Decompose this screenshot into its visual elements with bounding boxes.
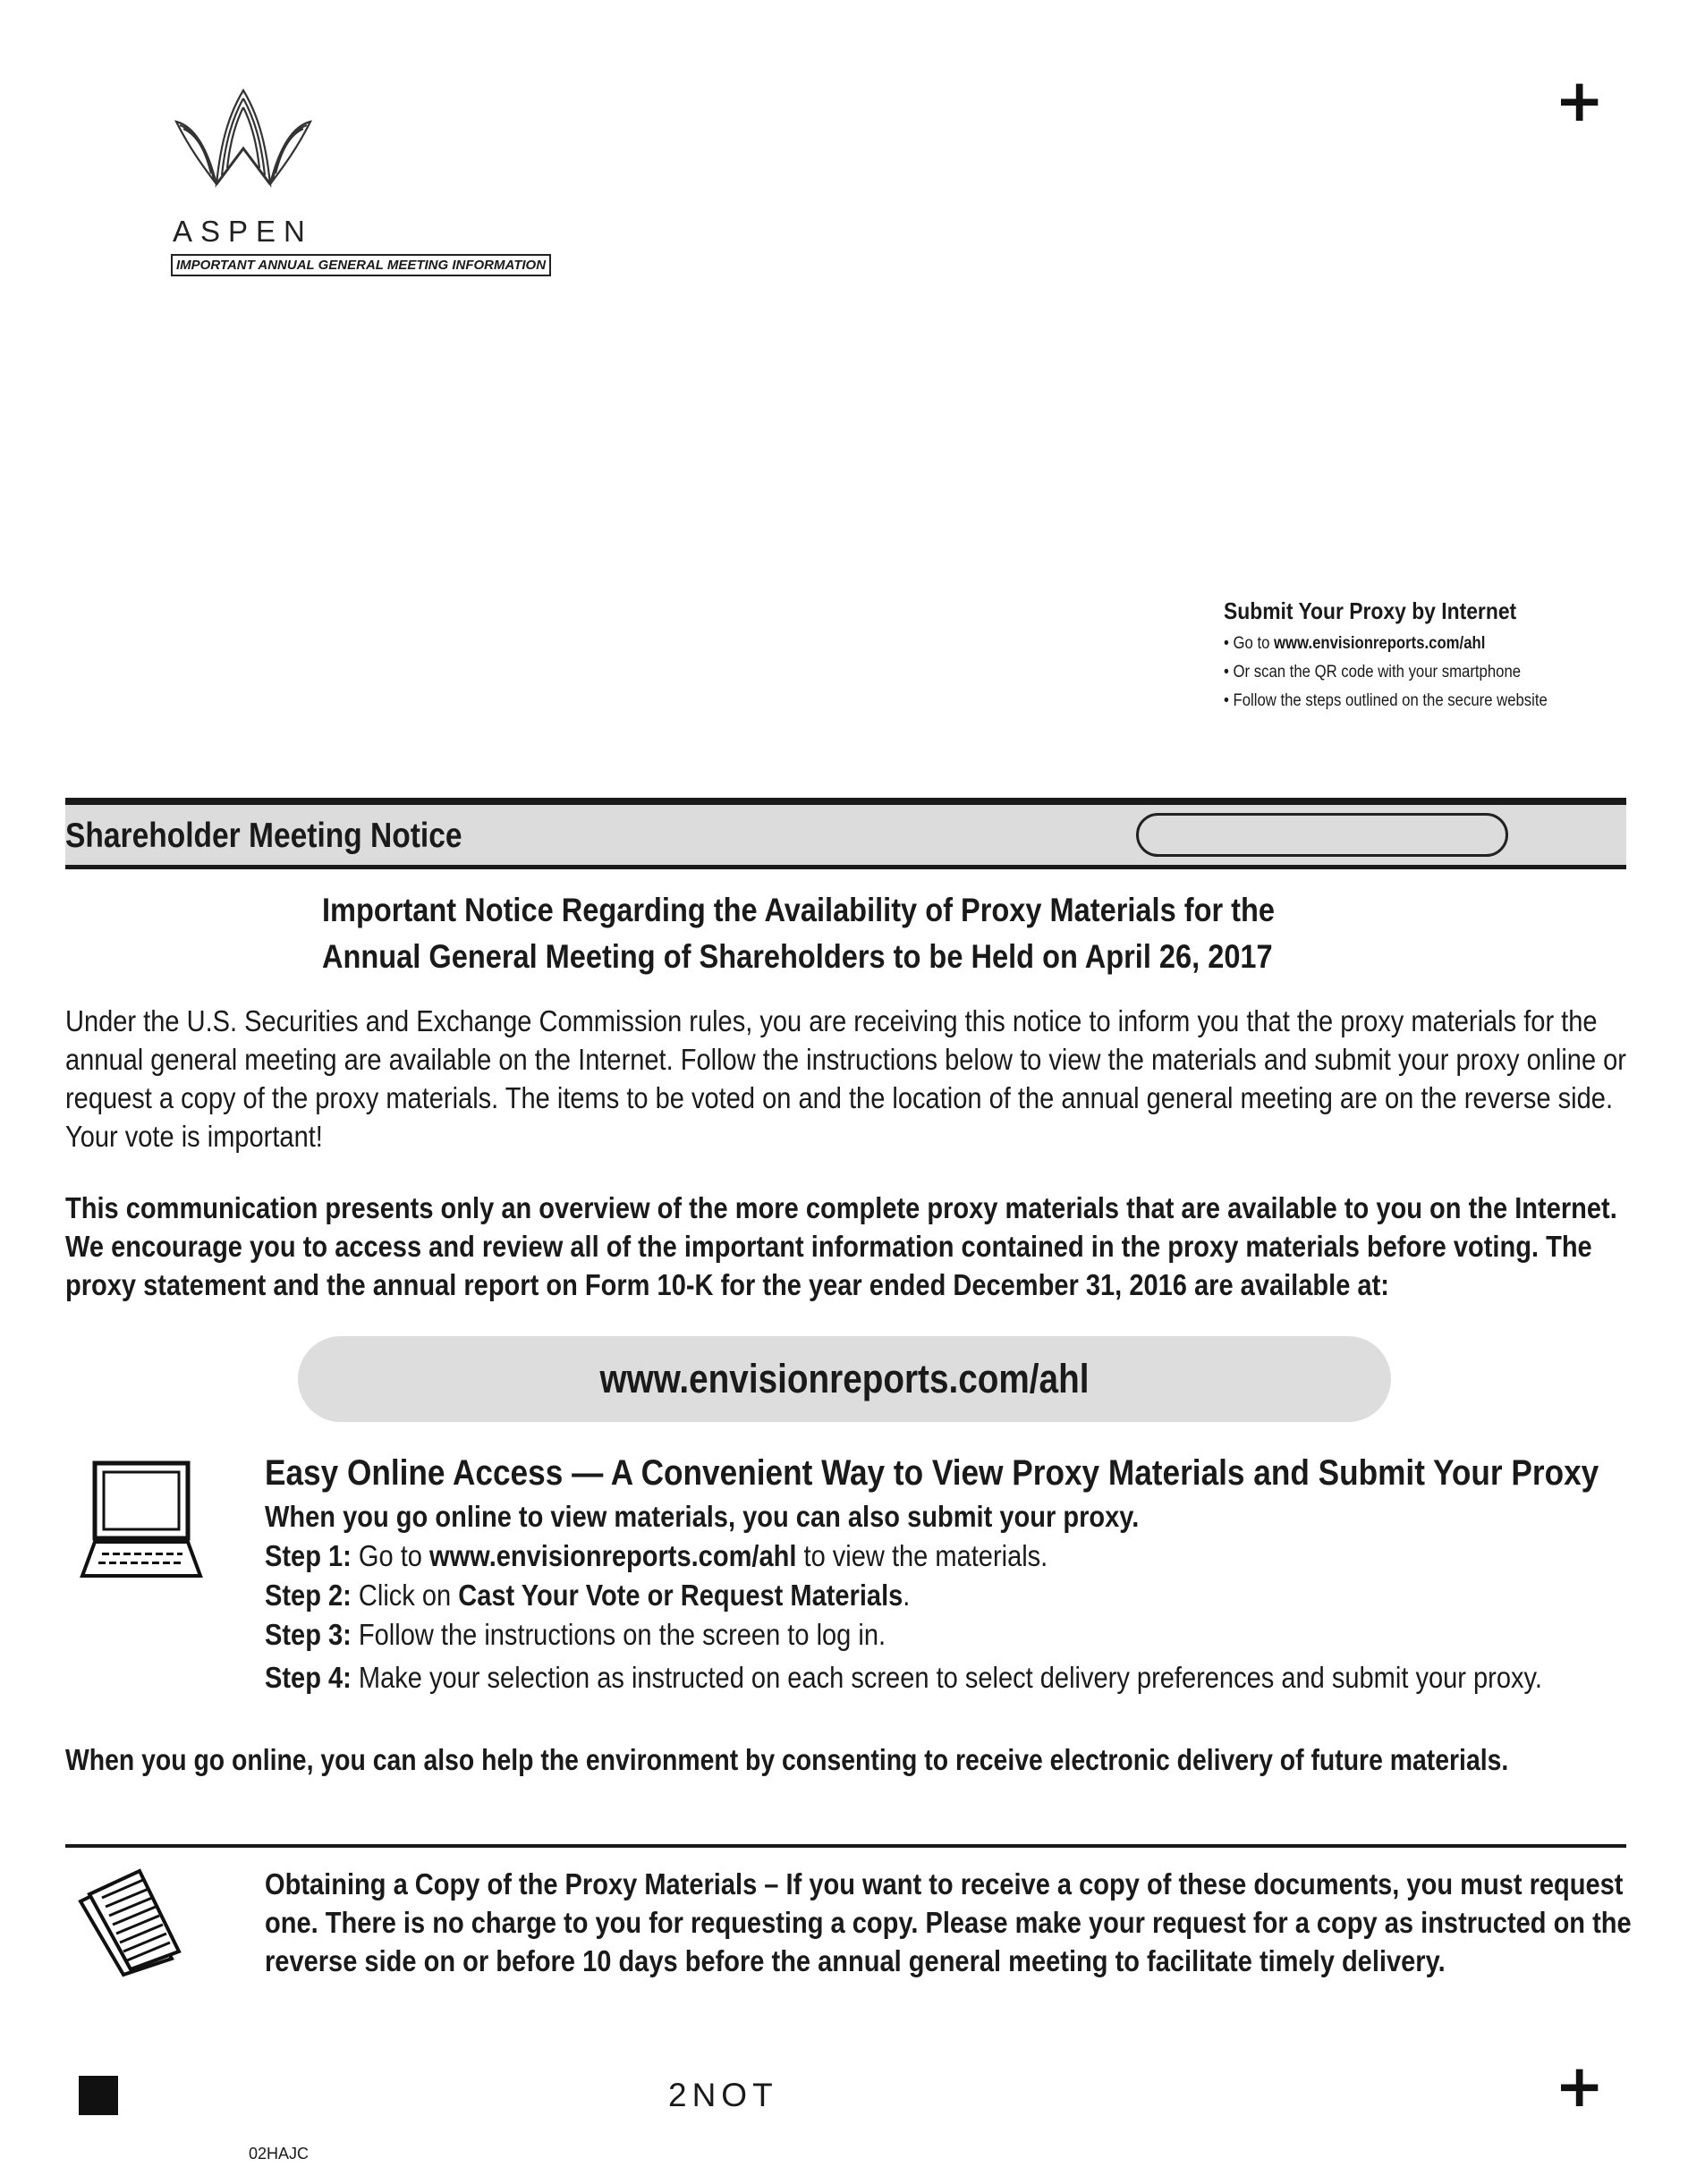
- overview-paragraph: This communication presents only an overview of the more complete proxy materials that are available to you on the Internet. We encourage you to access and review all of the important information contained in the proxy materials before voting. The proxy statement and the annual report on Form 10-K for the year ended December 31, 2016 are available at:: [65, 1191, 1617, 1301]
- environment-note: When you go online, you can also help the environment by consenting to receive electronic delivery of future materials.: [65, 1743, 1509, 1776]
- submit-proxy-panel: [1224, 597, 1635, 711]
- step-url-link[interactable]: www.envisionreports.com/ahl: [429, 1539, 797, 1572]
- submit-proxy-item-text: • Or scan the QR code with your smartphone: [1224, 663, 1522, 681]
- instruction-step: [265, 1576, 1682, 1615]
- form-code: 2NOT: [668, 2077, 778, 2113]
- step-text: .: [903, 1579, 911, 1612]
- step-text: Follow the instructions on the screen to log in.: [351, 1618, 886, 1651]
- submit-proxy-item-text: • Go to: [1224, 634, 1275, 653]
- registration-mark-top-icon: +: [1555, 66, 1605, 135]
- submit-proxy-item-text: • Follow the steps outlined on the secure website: [1224, 691, 1548, 710]
- registration-mark-bottom-icon: +: [1555, 2052, 1605, 2121]
- step-text: to view the materials.: [796, 1539, 1048, 1572]
- documents-icon: [72, 1862, 188, 1978]
- website-url-banner[interactable]: [298, 1336, 1391, 1422]
- online-access-section: [265, 1449, 1682, 1697]
- registration-square-icon: [79, 2076, 118, 2115]
- meeting-notice-bar: [65, 798, 1626, 869]
- submit-proxy-item: [1224, 663, 1586, 682]
- step-text: Click on: [351, 1579, 459, 1612]
- online-access-subheading: When you go online to view materials, you can also submit your proxy.: [265, 1500, 1140, 1533]
- instruction-step: [265, 1658, 1682, 1697]
- step-label: Step 2:: [265, 1579, 352, 1612]
- submit-proxy-item: [1224, 634, 1586, 654]
- step-label: Step 3:: [265, 1618, 352, 1651]
- agm-information-label: IMPORTANT ANNUAL GENERAL MEETING INFORMATION: [171, 254, 551, 276]
- step-label: Step 4:: [265, 1661, 352, 1694]
- job-code: 02HAJC: [249, 2145, 310, 2163]
- laptop-icon: [79, 1460, 204, 1583]
- notice-heading-line: Important Notice Regarding the Availability of Proxy Materials for the: [322, 892, 1276, 928]
- aspen-logo-icon: [167, 86, 319, 211]
- submit-proxy-url-link[interactable]: www.envisionreports.com/ahl: [1274, 634, 1486, 653]
- notice-heading-line: Annual General Meeting of Shareholders to be Held on April 26, 2017: [322, 938, 1273, 975]
- instruction-step: [265, 1536, 1682, 1576]
- submit-proxy-title: Submit Your Proxy by Internet: [1224, 597, 1517, 624]
- control-number-oval: [1136, 813, 1508, 857]
- meeting-notice-title: Shareholder Meeting Notice: [65, 817, 462, 855]
- logo-wordmark: ASPEN: [173, 215, 313, 248]
- step-text: Make your selection as instructed on each screen to select delivery preferences and submit your proxy.: [351, 1661, 1542, 1694]
- step-emphasis: Cast Your Vote or Request Materials: [458, 1579, 903, 1612]
- company-logo: [167, 86, 632, 276]
- submit-proxy-item: [1224, 691, 1586, 711]
- website-url-link[interactable]: www.envisionreports.com/ahl: [599, 1356, 1090, 1401]
- step-label: Step 1:: [265, 1539, 352, 1572]
- copy-request-paragraph: Obtaining a Copy of the Proxy Materials – If you want to receive a copy of these documents, you must request one. There is no charge to you for requesting a copy. Please make your request for a copy as instructed on the reverse side on or before 10 days before the annual general meeting to facilitate timely delivery.: [265, 1867, 1632, 1977]
- instruction-step: [265, 1615, 1682, 1655]
- step-text: Go to: [351, 1539, 430, 1572]
- online-access-heading: Easy Online Access — A Convenient Way to View Proxy Materials and Submit Your Proxy: [265, 1453, 1599, 1493]
- intro-paragraph: Under the U.S. Securities and Exchange Commission rules, you are receiving this notice to inform you that the proxy materials for the annual general meeting are available on the Internet. Follow the instructions below to view the materials and submit your proxy online or request a copy of the proxy materials. The items to be voted on and the location of the annual general meeting are on the reverse side. Your vote is important!: [65, 1004, 1626, 1153]
- notice-heading: [322, 887, 1345, 980]
- section-divider: [65, 1844, 1626, 1848]
